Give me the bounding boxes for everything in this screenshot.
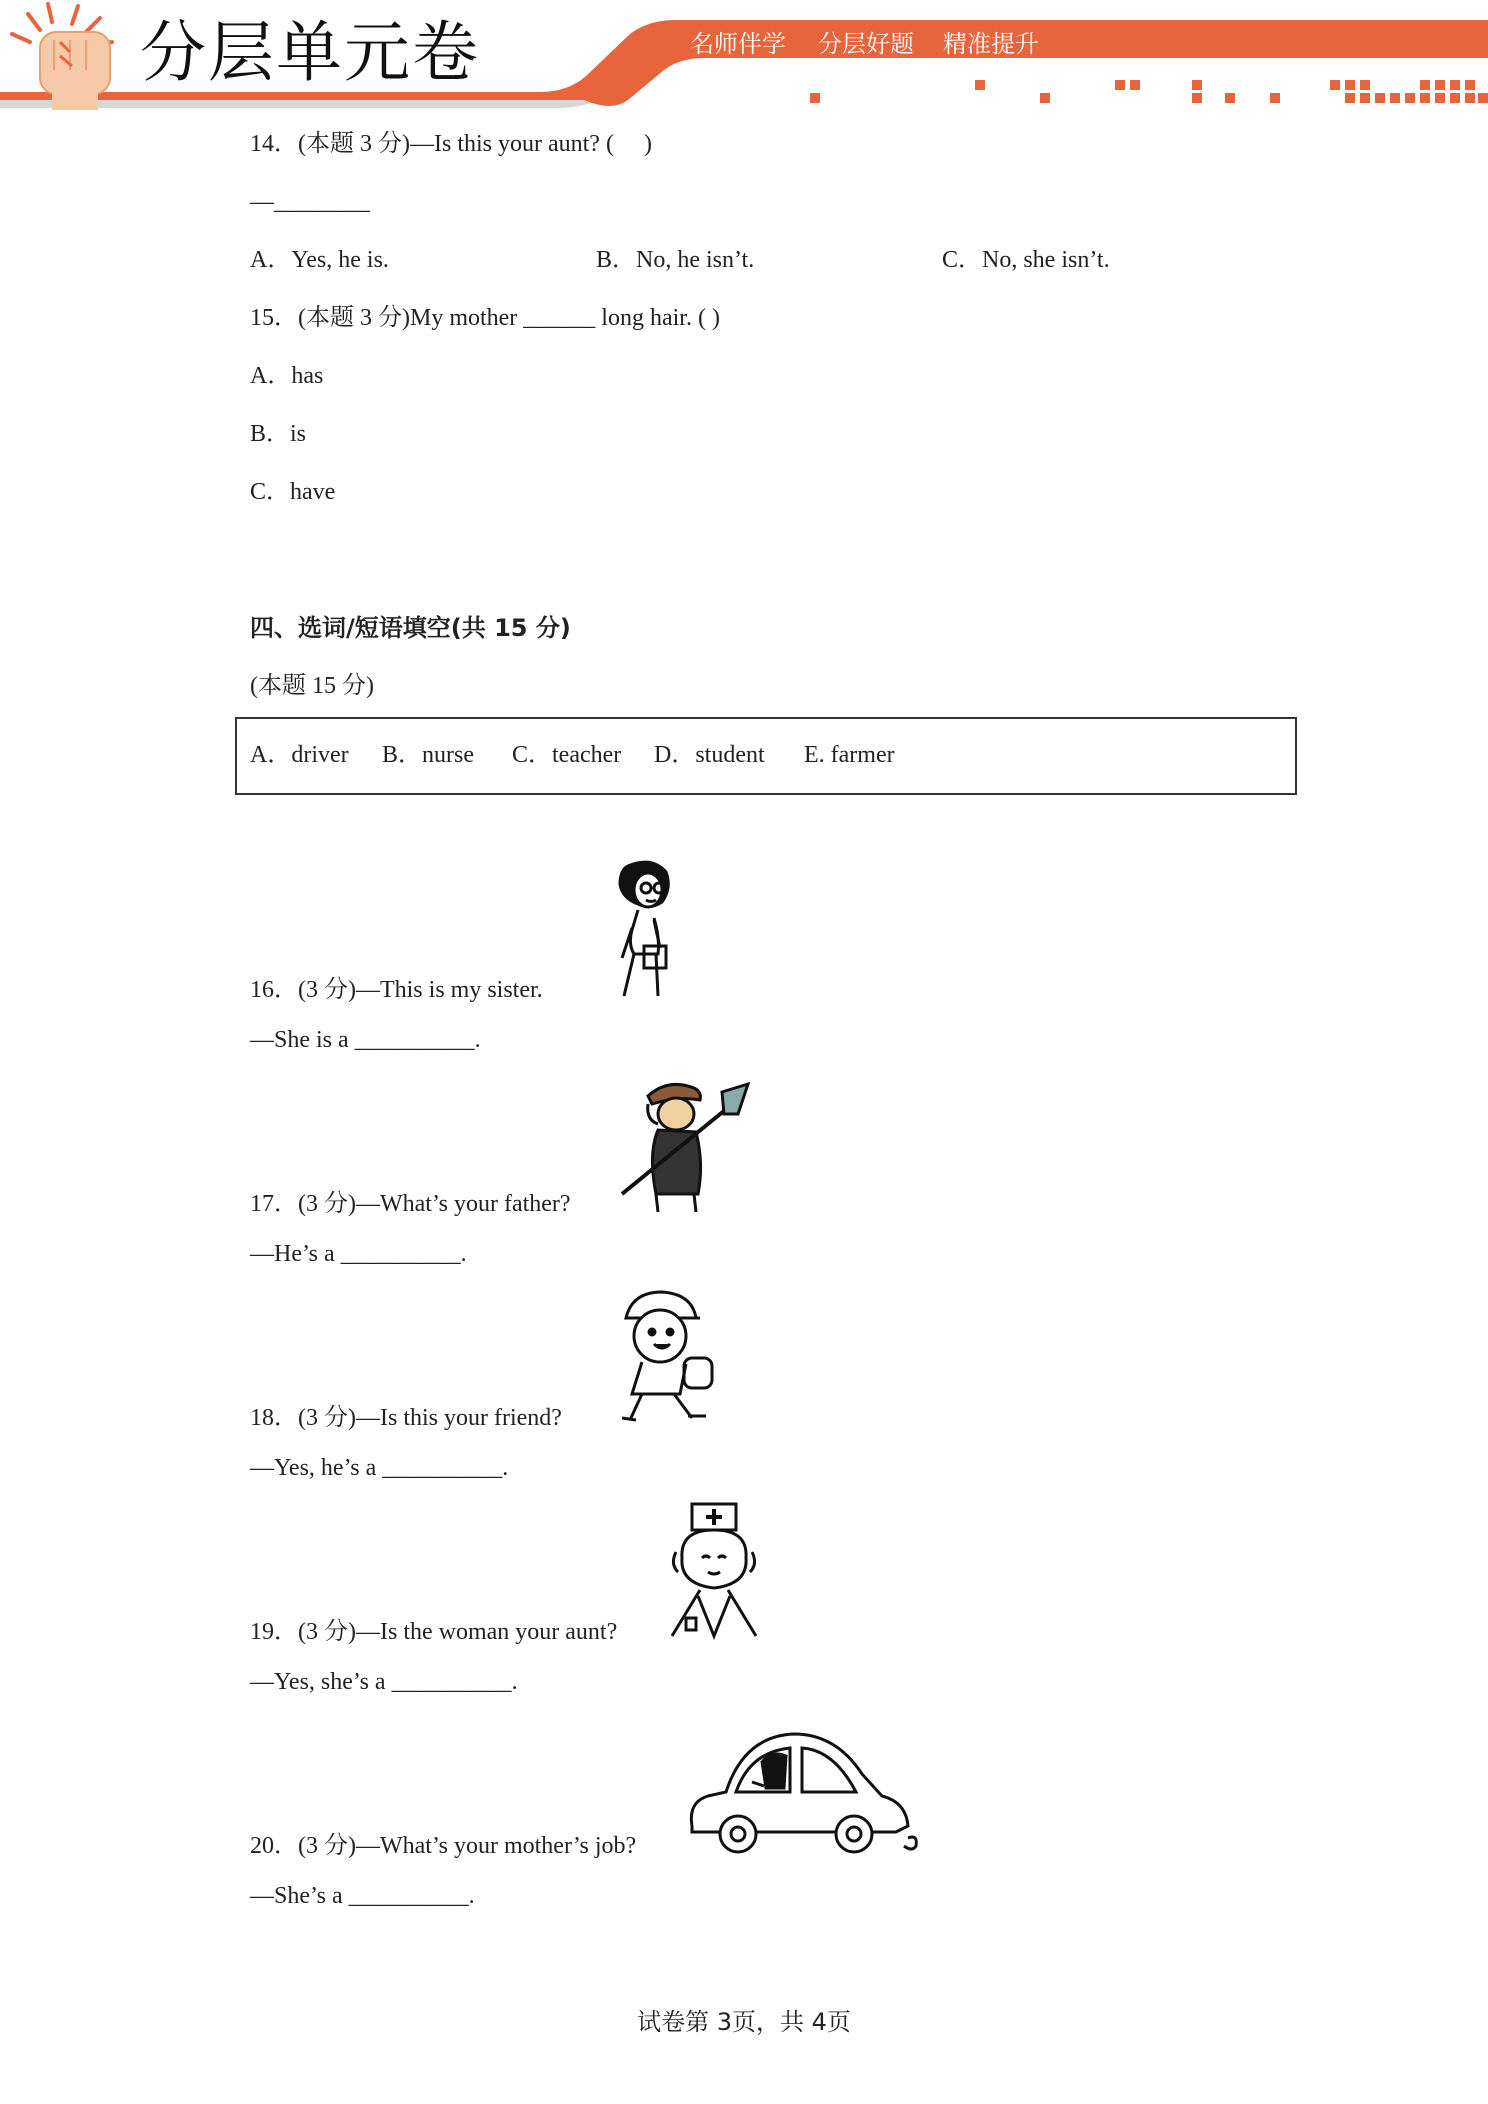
q16-question: 16．(3 分)—This is my sister. <box>250 977 543 1003</box>
slogan-1: 名师伴学 <box>690 30 786 58</box>
word-bank-item: A．driver <box>250 742 349 768</box>
q14-answer-line: —________ <box>250 189 370 215</box>
q14-option-a: A．Yes, he is. <box>250 247 389 273</box>
student-with-bag-picture <box>612 1288 722 1424</box>
word-bank <box>235 717 1297 795</box>
q15-stem: 15．(本题 3 分)My mother ______ long hair. ( ) <box>250 305 720 331</box>
page-header <box>0 0 1488 110</box>
decorative-squares <box>810 80 1488 103</box>
brand-title: 分层单元卷 <box>140 14 480 91</box>
q19-answer: —Yes, she’s a __________. <box>250 1669 518 1695</box>
q14-stem: 14．(本题 3 分)—Is this your aunt? ( ) <box>250 131 652 157</box>
girl-with-glasses-picture <box>598 858 678 1000</box>
q16-answer: —She is a __________. <box>250 1027 481 1053</box>
q15-option-b: B．is <box>250 421 307 447</box>
section-4-title: 四、选词/短语填空(共 15 分) <box>250 614 571 642</box>
driver-in-car-picture <box>686 1722 920 1860</box>
q20-answer: —She’s a __________. <box>250 1883 475 1909</box>
q17-question: 17．(3 分)—What’s your father? <box>250 1191 571 1217</box>
slogan-2: 分层好题 <box>818 30 914 58</box>
word-bank-item: B．nurse <box>382 742 474 768</box>
q17-answer: —He’s a __________. <box>250 1241 467 1267</box>
q14-option-c: C．No, she isn’t. <box>942 247 1110 273</box>
q19-question: 19．(3 分)—Is the woman your aunt? <box>250 1619 618 1645</box>
q14-option-b: B．No, he isn’t. <box>596 247 755 273</box>
word-bank-item: E. farmer <box>804 742 895 768</box>
q15-option-c: C．have <box>250 479 336 505</box>
section-4-subtitle: (本题 15 分) <box>250 673 374 699</box>
q18-question: 18．(3 分)—Is this your friend? <box>250 1405 562 1431</box>
page-footer: 试卷第 3页，共 4页 <box>637 2008 851 2036</box>
nurse-picture <box>668 1500 760 1640</box>
word-bank-item: C．teacher <box>512 742 622 768</box>
q20-question: 20．(3 分)—What’s your mother’s job? <box>250 1833 637 1859</box>
q18-answer: —Yes, he’s a __________. <box>250 1455 509 1481</box>
q15-option-a: A．has <box>250 363 324 389</box>
slogan-3: 精准提升 <box>943 30 1039 58</box>
word-bank-item: D．student <box>654 742 765 768</box>
farmer-with-shovel-picture <box>618 1074 758 1214</box>
